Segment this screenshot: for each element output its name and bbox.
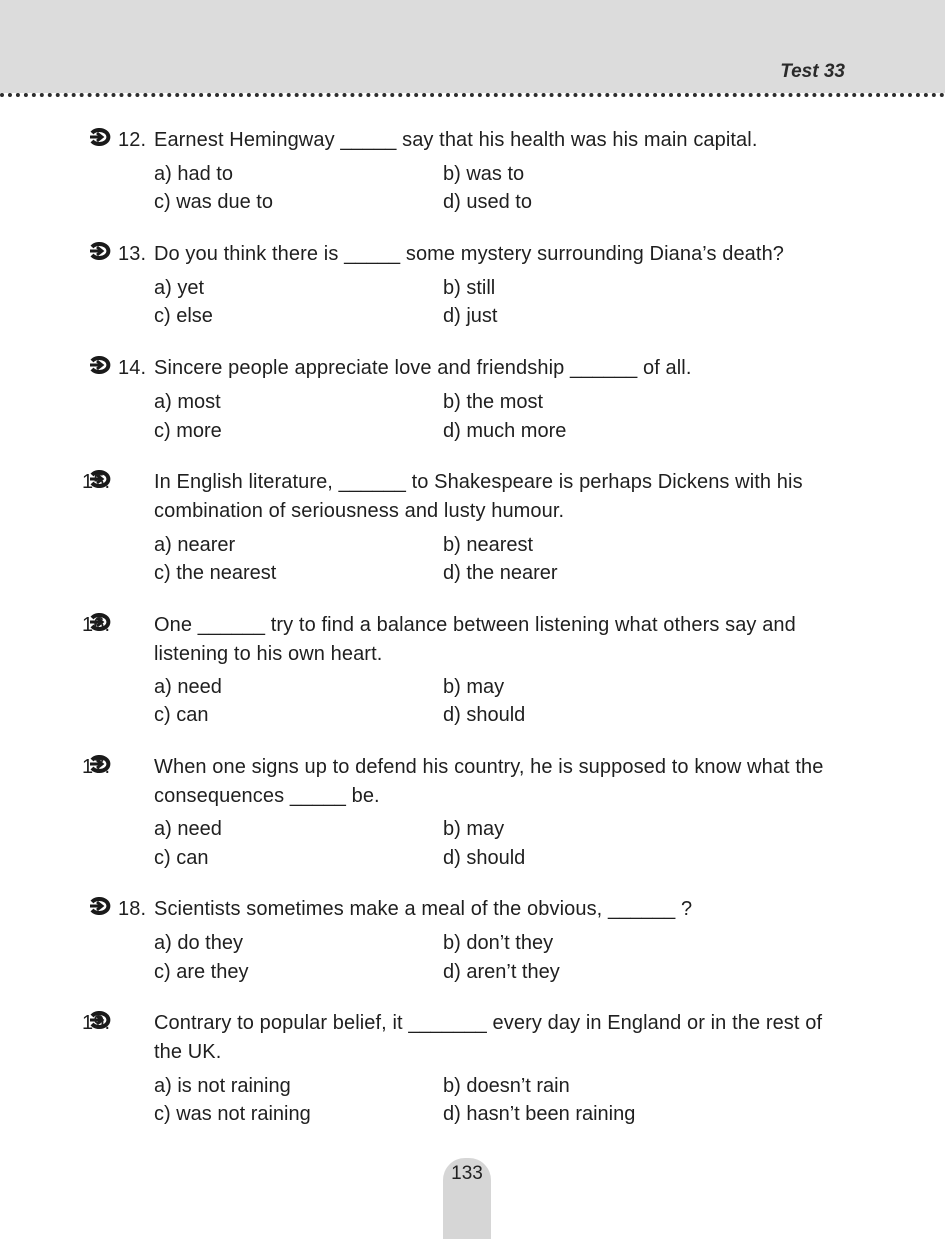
option-d[interactable]: d) hasn’t been raining [443,1103,636,1125]
question-text [82,1009,848,1067]
question-stem: One ______ try to find a balance between listening what others say and listening to his own heart. [154,614,796,665]
question-text [118,240,848,269]
option-d[interactable]: d) the nearer [443,562,558,584]
option-b[interactable]: b) doesn’t rain [443,1075,570,1097]
question-number: 14. [118,357,147,379]
question-text [82,611,848,669]
option-b[interactable]: b) the most [443,391,544,413]
question-number: 19. [82,1012,111,1034]
option-b[interactable]: b) don’t they [443,932,554,954]
question-stem: In English literature, ______ to Shakespeare is perhaps Dickens with his combination of seriousness and lusty humour. [154,471,803,522]
arrow-bullet-icon [90,241,114,261]
option-c[interactable]: c) was not raining [154,1103,311,1125]
question-number: 17. [82,756,111,778]
question-number: 13. [118,243,147,265]
question-number: 15. [82,471,111,493]
test-label: Test 33 [780,61,845,82]
arrow-bullet-icon [90,896,114,916]
option-d[interactable]: d) just [443,305,498,327]
option-d[interactable]: d) used to [443,191,532,213]
option-a[interactable]: a) do they [154,932,243,954]
question-stem: Contrary to popular belief, it _______ every day in England or in the rest of the UK. [154,1012,823,1063]
option-a[interactable]: a) need [154,676,222,698]
option-b[interactable]: b) may [443,676,505,698]
question-stem: Sincere people appreciate love and friendship ______ of all. [154,357,692,379]
option-b[interactable]: b) may [443,818,505,840]
option-c[interactable]: c) the nearest [154,562,277,584]
option-a[interactable]: a) yet [154,277,205,299]
dotted-divider [0,93,945,97]
option-d[interactable]: d) aren’t they [443,961,560,983]
option-c[interactable]: c) else [154,305,213,327]
option-c[interactable]: c) are they [154,961,249,983]
option-d[interactable]: d) much more [443,420,567,442]
option-b[interactable]: b) nearest [443,534,534,556]
question-number: 18. [118,898,147,920]
option-a[interactable]: a) had to [154,163,233,185]
option-b[interactable]: b) was to [443,163,525,185]
question-text [82,753,848,811]
question-stem: Scientists sometimes make a meal of the obvious, ______ ? [154,898,693,920]
arrow-bullet-icon [90,127,114,147]
question-text [118,126,848,155]
question-text [82,468,848,526]
question-text [118,895,848,924]
page-number: 133 [451,1163,483,1184]
option-a[interactable]: a) is not raining [154,1075,291,1097]
option-b[interactable]: b) still [443,277,496,299]
option-c[interactable]: c) can [154,847,209,869]
question-stem: Do you think there is _____ some mystery surrounding Diana’s death? [154,243,785,265]
question-text [118,354,848,383]
question-number: 16. [82,614,111,636]
arrow-bullet-icon [90,355,114,375]
option-d[interactable]: d) should [443,704,526,726]
option-d[interactable]: d) should [443,847,526,869]
option-a[interactable]: a) most [154,391,221,413]
option-c[interactable]: c) more [154,420,222,442]
option-a[interactable]: a) nearer [154,534,236,556]
question-number: 12. [118,129,147,151]
option-c[interactable]: c) was due to [154,191,273,213]
question-stem: When one signs up to defend his country, he is supposed to know what the consequences _____ be. [154,756,824,807]
option-a[interactable]: a) need [154,818,222,840]
question-stem: Earnest Hemingway _____ say that his health was his main capital. [154,129,758,151]
option-c[interactable]: c) can [154,704,209,726]
